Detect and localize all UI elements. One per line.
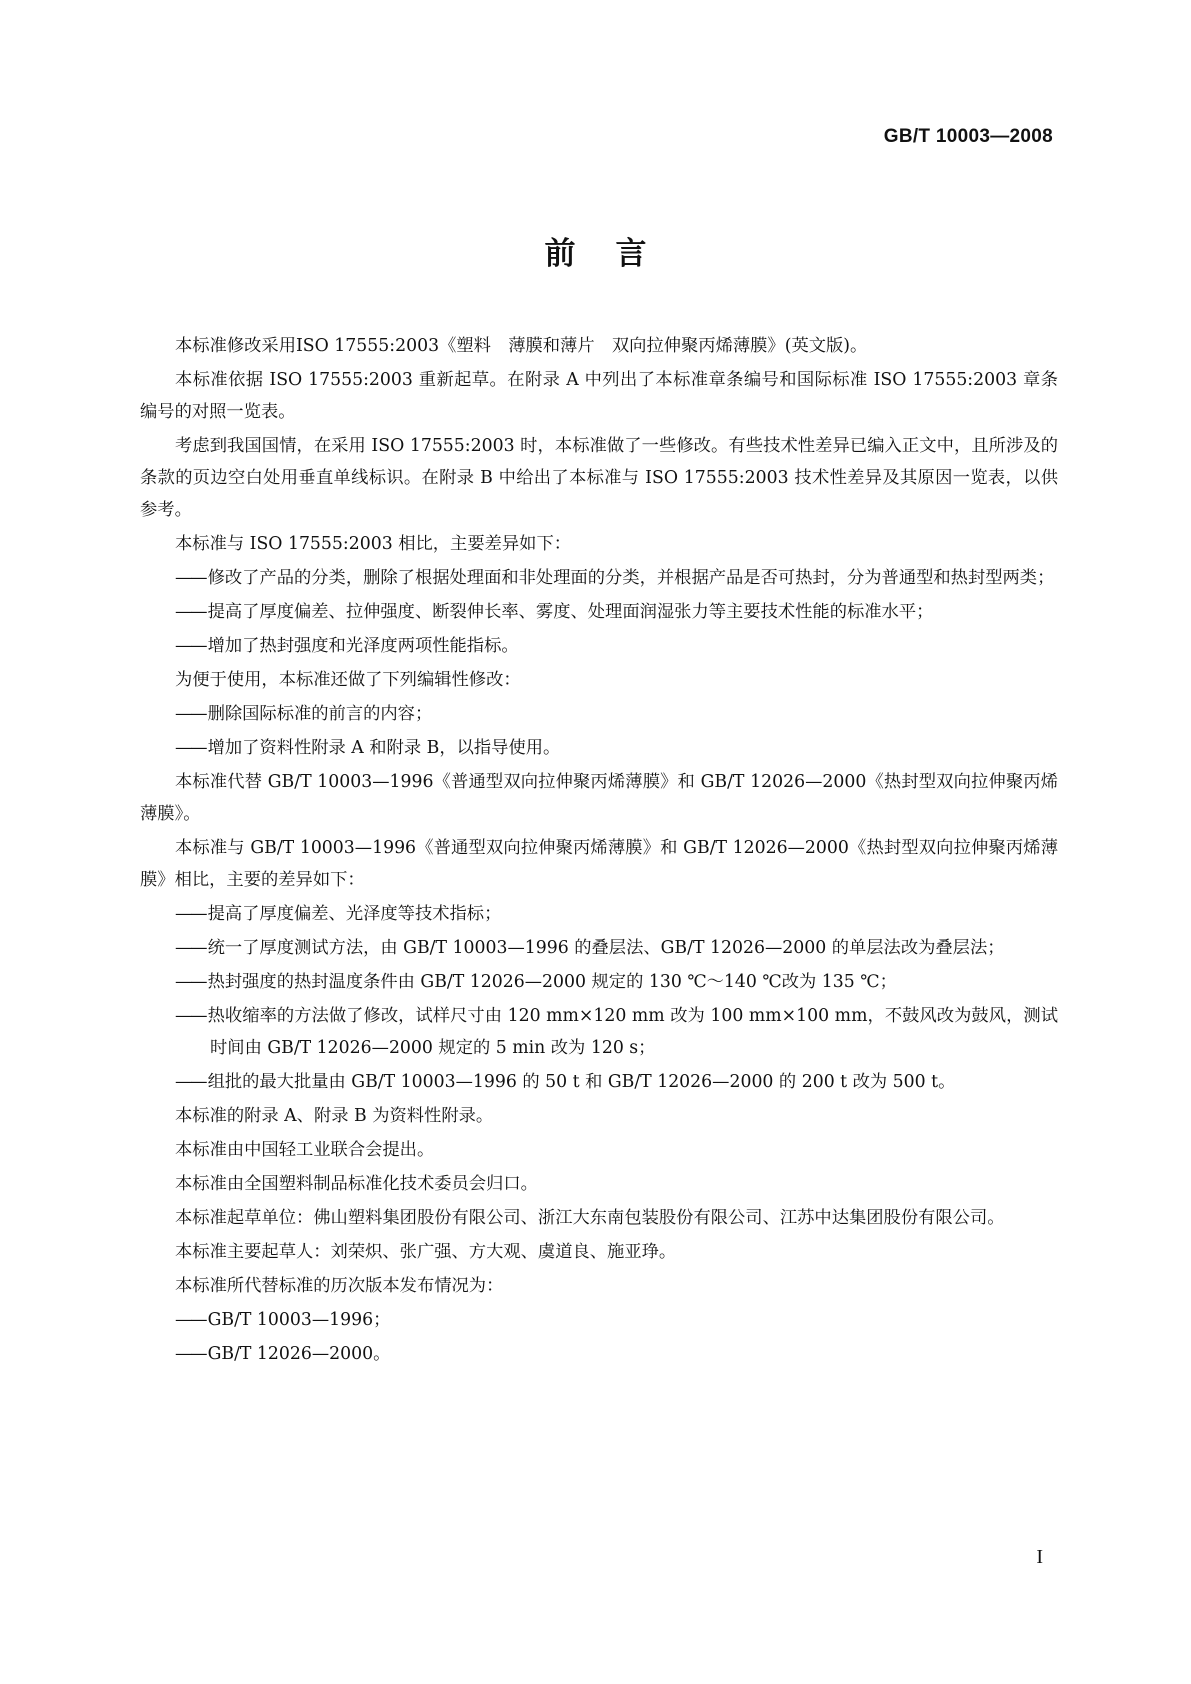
- list-item: —— 统一了厚度测试方法，由 GB/T 10003—1996 的叠层法、GB/T 12026—2000 的单层法改为叠层法；: [140, 932, 1058, 964]
- paragraph: 本标准由全国塑料制品标准化技术委员会归口。: [175, 1174, 538, 1194]
- list-item: —— 增加了资料性附录 A 和附录 B，以指导使用。: [140, 732, 1058, 764]
- paragraph: 本标准与 GB/T 10003—1996《普通型双向拉伸聚丙烯薄膜》和 GB/T 12026—2000《热封型双向拉伸聚丙烯薄膜》相比，主要的差异如下：: [140, 838, 1058, 890]
- page-title: 前言: [544, 236, 687, 272]
- list-item: —— 热封强度的热封温度条件由 GB/T 12026—2000 规定的 130 ℃～140 ℃改为 135 ℃；: [140, 966, 1058, 998]
- paragraph: 本标准主要起草人：刘荣炽、张广强、方大观、虞道良、施亚琤。: [175, 1242, 677, 1262]
- paragraph: 本标准依据 ISO 17555:2003 重新起草。在附录 A 中列出了本标准章条编号和国际标准 ISO 17555:2003 章条编号的对照一览表。: [140, 370, 1058, 422]
- foreword-body: [140, 330, 1058, 1372]
- paragraph: 为便于使用，本标准还做了下列编辑性修改：: [175, 670, 521, 690]
- list-item: —— 增加了热封强度和光泽度两项性能指标。: [140, 630, 1058, 662]
- list-item: —— 热收缩率的方法做了修改，试样尺寸由 120 mm×120 mm 改为 100 mm×100 mm，不鼓风改为鼓风，测试时间由 GB/T 12026—2000 规定的 5 min 改为 120 s；: [140, 1000, 1058, 1064]
- page-number: I: [1036, 1546, 1043, 1568]
- list-item: —— 提高了厚度偏差、拉伸强度、断裂伸长率、雾度、处理面润湿张力等主要技术性能的标准水平；: [140, 596, 1058, 628]
- paragraph: 本标准由中国轻工业联合会提出。: [175, 1140, 435, 1160]
- list-item: —— GB/T 12026—2000。: [140, 1338, 1058, 1370]
- paragraph: 本标准与 ISO 17555:2003 相比，主要差异如下：: [175, 534, 572, 554]
- list-item: —— GB/T 10003—1996；: [140, 1304, 1058, 1336]
- paragraph: 本标准修改采用ISO 17555:2003《塑料 薄膜和薄片 双向拉伸聚丙烯薄膜》(英文版)。: [175, 336, 868, 356]
- paragraph: 本标准所代替标准的历次版本发布情况为：: [175, 1276, 504, 1296]
- paragraph: 本标准的附录 A、附录 B 为资料性附录。: [175, 1106, 494, 1126]
- paragraph: 考虑到我国国情，在采用 ISO 17555:2003 时，本标准做了一些修改。有些技术性差异已编入正文中，且所涉及的条款的页边空白处用垂直单线标识。在附录 B 中给出了本标准与 ISO 17555:2003 技术性差异及其原因一览表，以供参考。: [140, 436, 1058, 520]
- standard-code: GB/T 10003—2008: [883, 126, 1053, 147]
- list-item: —— 组批的最大批量由 GB/T 10003—1996 的 50 t 和 GB/T 12026—2000 的 200 t 改为 500 t。: [140, 1066, 1058, 1098]
- list-item: —— 修改了产品的分类，删除了根据处理面和非处理面的分类，并根据产品是否可热封，分为普通型和热封型两类；: [140, 562, 1058, 594]
- paragraph: 本标准代替 GB/T 10003—1996《普通型双向拉伸聚丙烯薄膜》和 GB/T 12026—2000《热封型双向拉伸聚丙烯薄膜》。: [140, 772, 1058, 824]
- list-item: —— 提高了厚度偏差、光泽度等技术指标；: [140, 898, 1058, 930]
- paragraph: 本标准起草单位：佛山塑料集团股份有限公司、浙江大东南包装股份有限公司、江苏中达集团股份有限公司。: [175, 1208, 1005, 1228]
- list-item: —— 删除国际标准的前言的内容；: [140, 698, 1058, 730]
